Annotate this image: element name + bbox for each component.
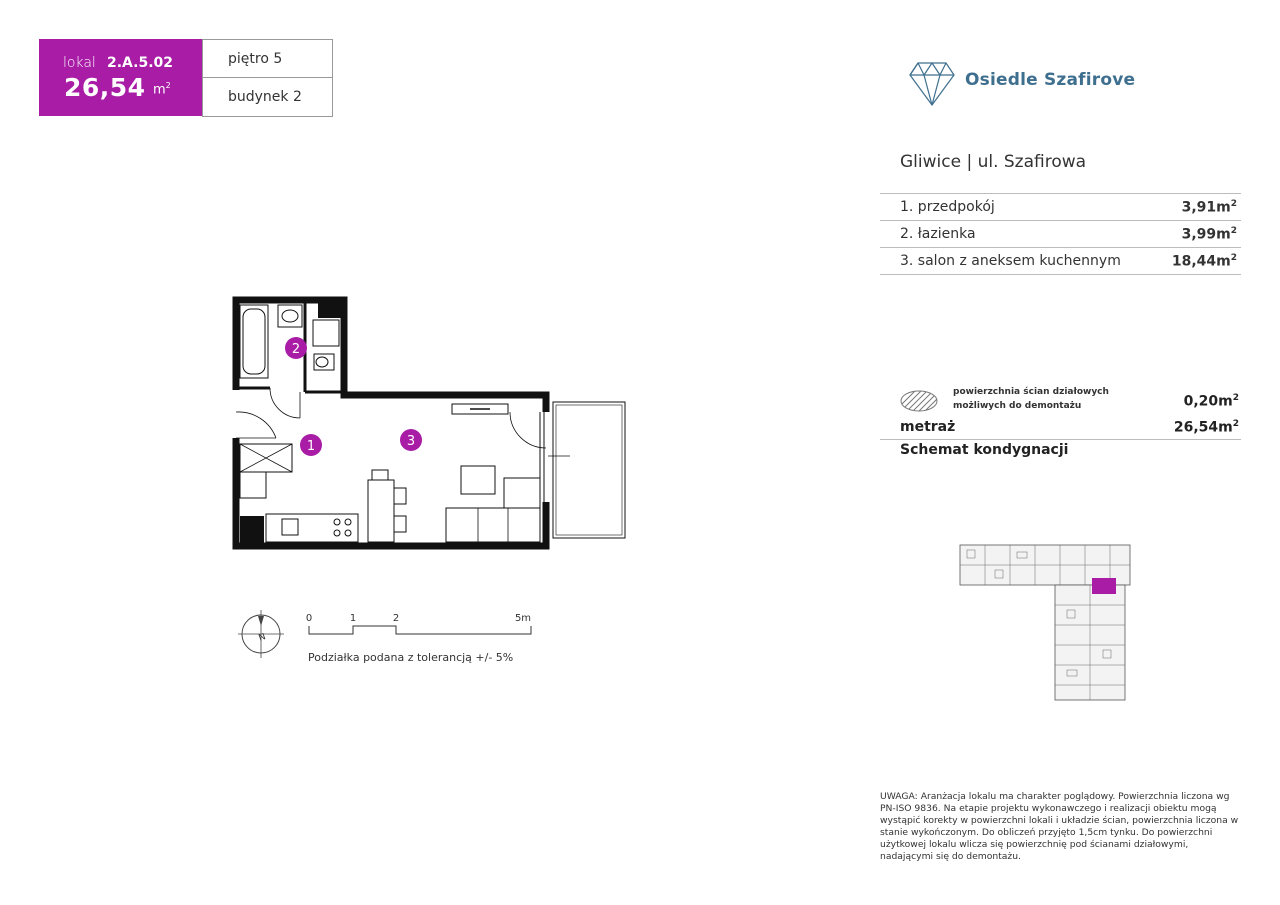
schemat-title: Schemat kondygnacji (900, 442, 1069, 458)
scale-tick-2: 2 (392, 613, 400, 624)
room-area: $18,44m^2$ (1171, 253, 1237, 270)
scale-tick-1: 1 (349, 613, 357, 624)
hatch-pattern-icon (900, 390, 938, 412)
room-name: 1. przedpokój (900, 199, 995, 215)
area-summary (880, 385, 1241, 465)
room-row (880, 220, 1241, 247)
metraz-value: $26,54m^2$ (1173, 419, 1239, 436)
lokal-info-table (202, 39, 333, 117)
compass-north-label: N (257, 632, 268, 644)
brand-name: Osiedle Szafirove (965, 70, 1136, 90)
scale-tick-5m: 5m (514, 613, 532, 624)
building-cell: budynek 2 (228, 89, 302, 105)
compass-icon (236, 608, 286, 660)
rooms-table (880, 193, 1241, 275)
diamond-icon (908, 61, 956, 107)
room-area: $3,99m^2$ (1181, 226, 1237, 243)
room-marker-3 (400, 429, 422, 451)
partition-label: powierzchnia ścian działowych możliwych do demontażu (953, 387, 1109, 411)
scale-tolerance-label: Podziałka podana z tolerancją +/- 5% (308, 651, 514, 664)
room-row (880, 247, 1241, 275)
metraz-label: metraż (900, 419, 956, 435)
partition-value: $0,20m^2$ (1183, 393, 1239, 410)
floor-plan (220, 285, 640, 555)
floor-cell: piętro 5 (203, 40, 332, 78)
lokal-label: lokal (63, 55, 96, 71)
room-area: $3,91m^2$ (1181, 199, 1237, 216)
room-name: 2. łazienka (900, 226, 976, 242)
metraz-row (880, 417, 1241, 440)
lokal-badge (39, 39, 202, 116)
scale-tick-0: 0 (305, 613, 313, 624)
scale-bar (300, 608, 540, 640)
room-marker-2-label: 2 (291, 342, 301, 357)
lokal-area: 26,54 (64, 73, 146, 102)
location-title: Gliwice | ul. Szafirowa (900, 152, 1087, 172)
room-marker-1 (300, 434, 322, 456)
disclaimer-note: UWAGA: Aranżacja lokalu ma charakter poglądowy. Powierzchnia liczona wg PN-ISO 9836. Na etapie projektu wykonawczego i realizacji obiektu mogą wystąpić korekty w powierzchni lokali i układzie ścian, powierzchnia liczona w stanie wykończonym. Do obliczeń przyjęto 1,5cm tynku. Do powierzchni użytkowej lokalu wlicza się powierzchnię pod ścianami działowymi, nadającymi się do demontażu. (880, 791, 1239, 862)
lokal-code: 2.A.5.02 (107, 55, 174, 71)
selected-apartment-marker (1092, 578, 1116, 594)
room-name: 3. salon z aneksem kuchennym (900, 253, 1121, 269)
room-marker-2 (285, 337, 307, 359)
room-marker-1-label: 1 (306, 439, 316, 454)
room-marker-3-label: 3 (406, 434, 416, 449)
lokal-unit: $m^2$ (153, 81, 171, 98)
room-row (880, 193, 1241, 220)
floor-schema-map (955, 540, 1135, 705)
